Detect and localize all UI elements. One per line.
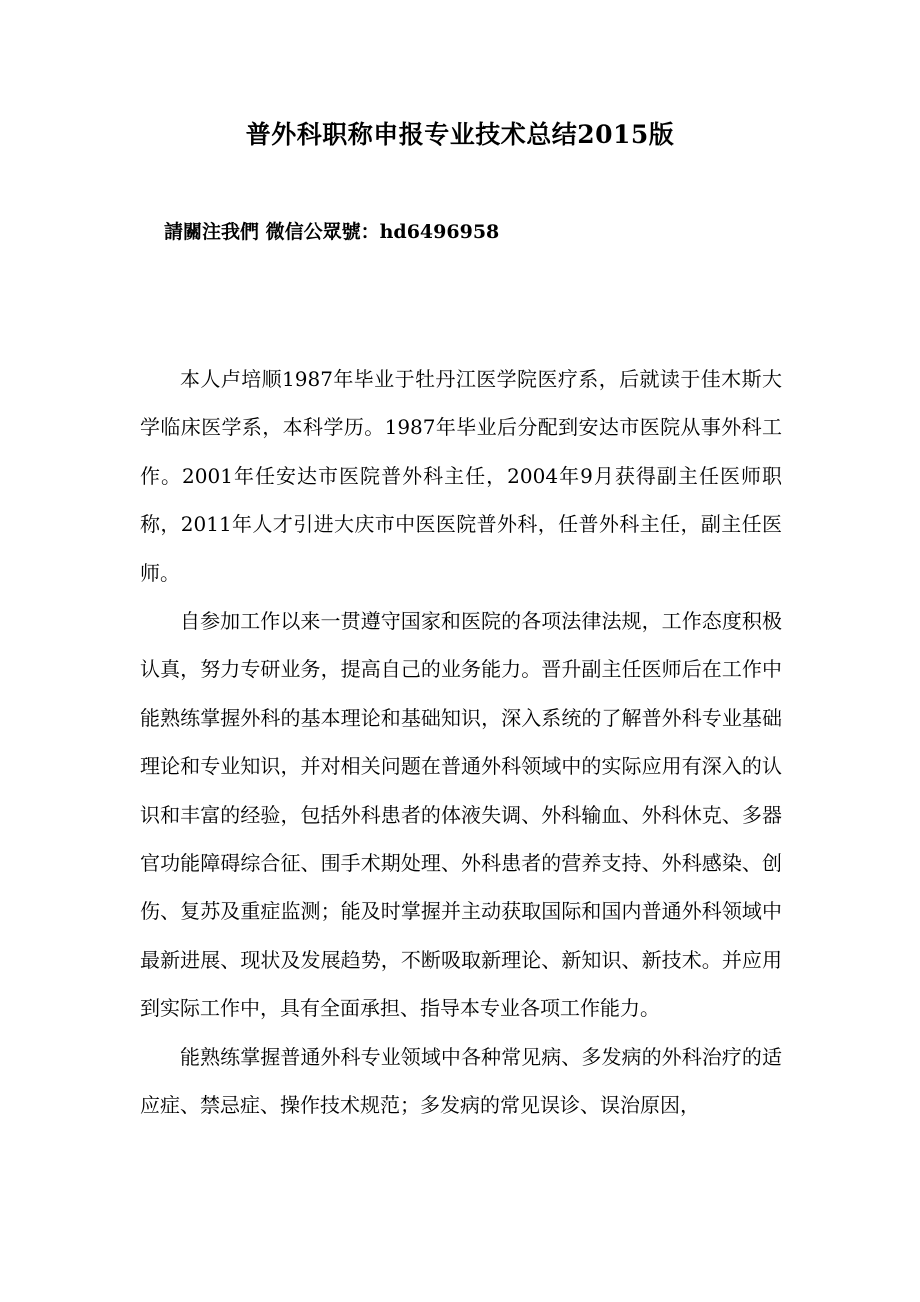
wechat-notice: 請關注我們 微信公眾號：hd6496958 (164, 221, 500, 243)
document-title: 普外科职称申报专业技术总结2015版 (245, 120, 675, 149)
paragraph-clinical-skills: 能熟练掌握普通外科专业领域中各种常见病、多发病的外科治疗的适应症、禁忌症、操作技术规范；多发病的常见误诊、误治原因， (140, 1044, 782, 1118)
paragraph-background: 本人卢培顺1987年毕业于牡丹江医学院医疗系，后就读于佳木斯大学临床医学系，本科学历。1987年毕业后分配到安达市医院从事外科工作。2001年任安达市医院普外科主任，2004年9月获得副主任医师职称，2011年人才引进大庆市中医医院普外科，任普外科主任，副主任医师。 (140, 367, 782, 585)
paragraph-work-attitude: 自参加工作以来一贯遵守国家和医院的各项法律法规，工作态度积极认真，努力专研业务，提高自己的业务能力。晋升副主任医师后在工作中能熟练掌握外科的基本理论和基础知识，深入系统的了解普外科专业基础理论和专业知识，并对相关问题在普通外科领域中的实际应用有深入的认识和丰富的经验，包括外科患者的体液失调、外科输血、外科休克、多器官功能障碍综合征、围手术期处理、外科患者的营养支持、外科感染、创伤、复苏及重症监测；能及时掌握并主动获取国际和国内普通外科领域中最新进展、现状及发展趋势，不断吸取新理论、新知识、新技术。并应用到实际工作中，具有全面承担、指导本专业各项工作能力。 (140, 609, 782, 1021)
document-body (140, 355, 782, 1130)
